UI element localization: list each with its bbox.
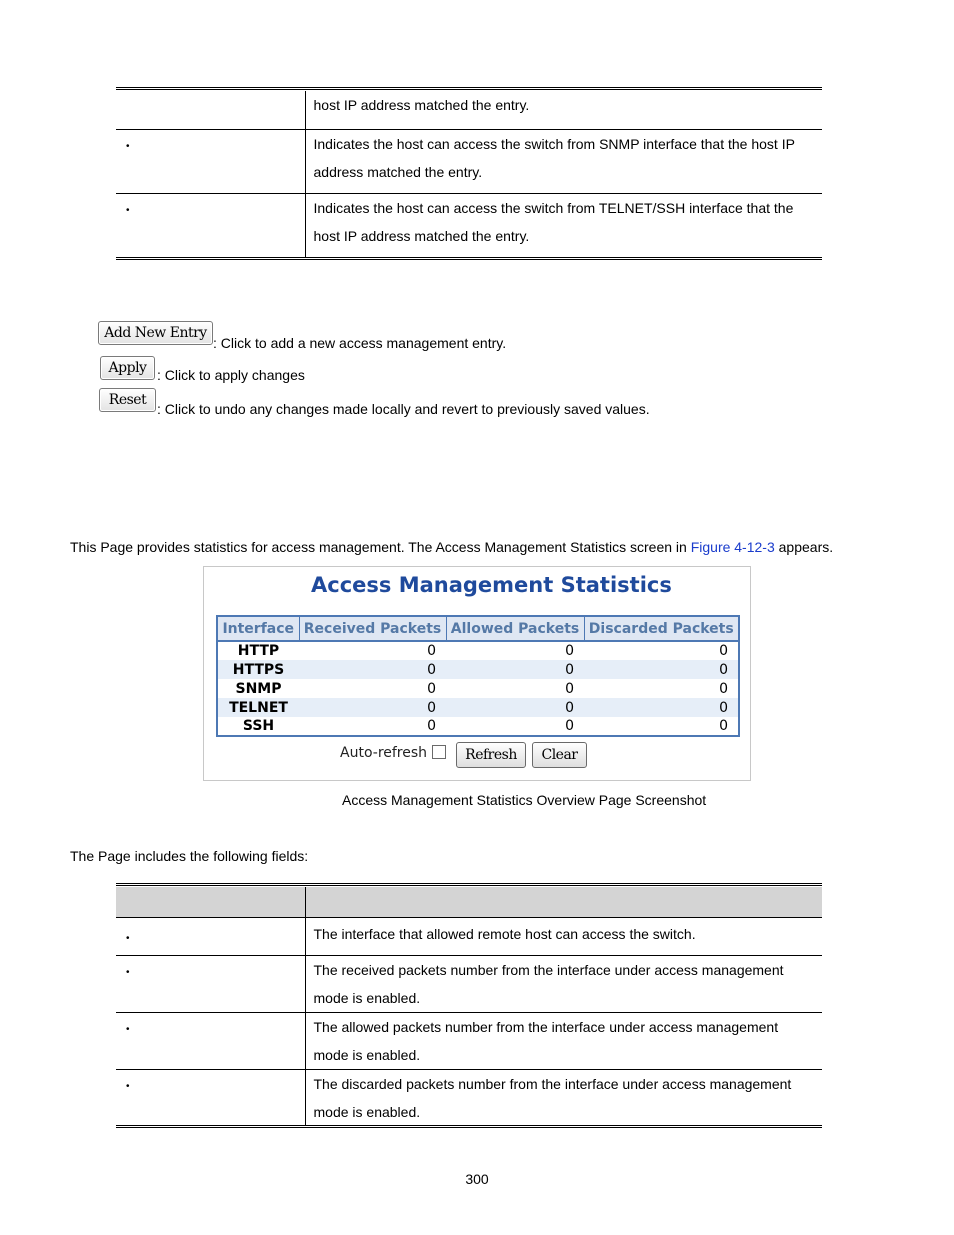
table-row: HTTP 0 0 0 — [237, 643, 728, 659]
fields-table-bottom-rule — [116, 1125, 822, 1128]
add-new-entry-description: : Click to add a new access management entry. — [213, 335, 507, 351]
table-bottom-rule — [116, 257, 822, 260]
table-row: HTTPS 0 0 0 — [217, 660, 739, 679]
table-row — [116, 129, 822, 193]
description-cell: Indicates the host can access the switch from TELNET/SSH interface that the host IP address matched the entry. — [313, 199, 794, 244]
table-header-row — [217, 616, 739, 641]
table-row — [116, 1012, 822, 1069]
fields-table — [116, 887, 822, 1126]
header-description-cell — [305, 887, 822, 917]
bullet: • — [126, 140, 130, 152]
top-description-table — [116, 91, 822, 257]
fields-table-top-rule — [116, 883, 822, 886]
bullet: • — [126, 204, 130, 216]
add-new-entry-button[interactable]: Add New Entry — [98, 321, 213, 345]
statistics-screenshot — [203, 566, 751, 781]
table-row — [116, 955, 822, 1012]
object-cell — [116, 91, 305, 129]
description-cell: Indicates the host can access the switch from SNMP interface that the host IP address matched the entry. — [305, 129, 822, 193]
bullet: • — [126, 932, 130, 944]
clear-button[interactable]: Clear — [532, 742, 587, 768]
description-cell: The interface that allowed remote host can access the switch. — [305, 917, 822, 955]
object-cell — [116, 129, 305, 193]
object-cell — [116, 193, 305, 257]
reset-button[interactable]: Reset — [99, 388, 156, 412]
table-row: TELNET 0 0 0 — [217, 698, 739, 717]
figure-title: Access Management Statistics — [311, 573, 672, 597]
bullet: • — [126, 966, 130, 978]
table-row — [116, 193, 822, 257]
description-cell: The allowed packets number from the interface under access management mode is enabled. — [305, 1012, 822, 1069]
description-cell: The discarded packets number from the interface under access management mode is enabled. — [313, 1075, 792, 1120]
figure-link[interactable]: Figure 4-12-3 — [690, 539, 775, 555]
table-row — [116, 917, 822, 955]
header-object-cell — [116, 887, 305, 917]
fields-intro: The Page includes the following fields: — [70, 848, 309, 864]
intro-paragraph: This Page provides statistics for access management. The Access Management Statistics screen in Figure 4-12-3 appears. — [70, 539, 834, 555]
table-row: SSH 0 0 0 — [242, 718, 728, 734]
header-interface: Interface — [217, 616, 299, 641]
description-cell: The received packets number from the interface under access management mode is enabled. — [305, 955, 822, 1012]
header-allowed-packets: Allowed Packets — [446, 616, 584, 641]
apply-button[interactable]: Apply — [100, 356, 155, 380]
apply-description: : Click to apply changes — [157, 367, 305, 383]
bullet: • — [126, 1023, 130, 1035]
table-row — [116, 91, 822, 129]
reset-description: : Click to undo any changes made locally and revert to previously saved values. — [157, 401, 650, 417]
figure-caption: Access Management Statistics Overview Page Screenshot — [342, 792, 707, 808]
page-number: 300 — [465, 1171, 489, 1187]
table-header-row — [116, 887, 822, 917]
table-row: SNMP 0 0 0 — [235, 680, 728, 697]
description-cell: host IP address matched the entry. — [305, 91, 822, 129]
refresh-button[interactable]: Refresh — [456, 742, 526, 768]
header-received-packets: Received Packets — [299, 616, 446, 641]
table-top-rule — [116, 87, 822, 90]
header-discarded-packets: Discarded Packets — [584, 616, 739, 641]
statistics-table — [216, 615, 740, 737]
auto-refresh-checkbox[interactable] — [432, 745, 446, 759]
bullet: • — [126, 1080, 130, 1092]
table-row — [116, 1069, 822, 1126]
auto-refresh-label: Auto-refresh — [340, 745, 428, 761]
